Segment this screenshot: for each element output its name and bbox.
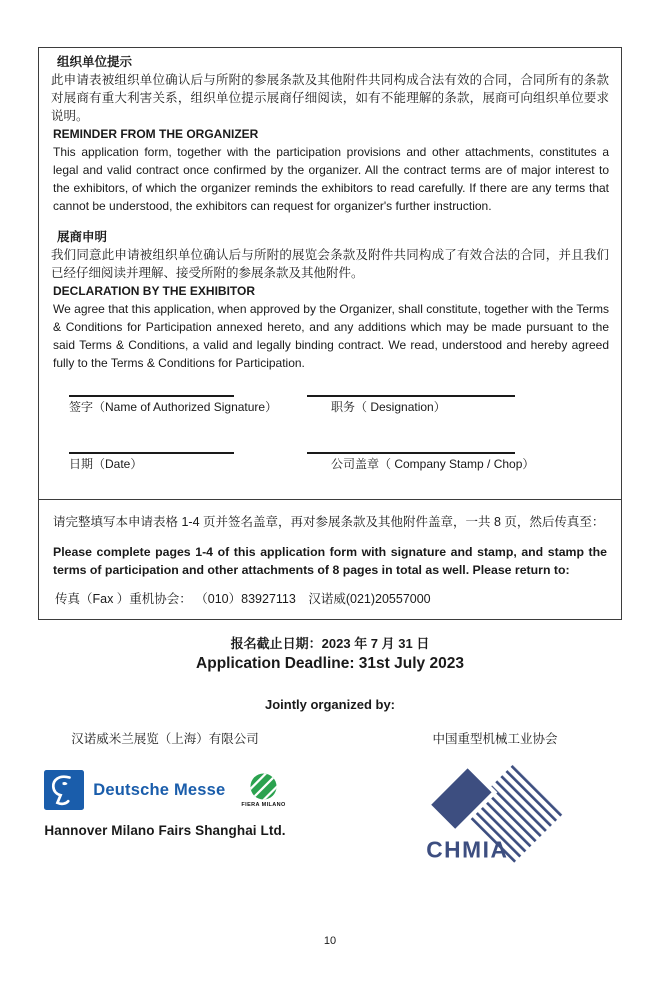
exhibitor-declaration-title-en: DECLARATION BY THE EXHIBITOR bbox=[53, 284, 256, 298]
hannover-milano-fairs-line: Hannover Milano Fairs Shanghai Ltd. bbox=[44, 823, 286, 838]
chmia-wordmark: CHMIA bbox=[426, 836, 509, 863]
organizer-left-column bbox=[0, 730, 330, 866]
designation-label: 职务（ Designation） bbox=[331, 400, 446, 414]
signature-name-label: 签字（Name of Authorized Signature） bbox=[69, 400, 278, 414]
application-deadline-cn: 报名截止日期：2023 年 7 月 31 日 bbox=[230, 636, 430, 651]
exhibitor-declaration-body-cn: 我们同意此申请被组织单位确认后与所附的展览会条款及附件共同构成了有效合法的合同，并且我们已经仔细阅读并理解、接受所附的参展条款及其他附件。 bbox=[51, 248, 609, 280]
date-label: 日期（Date） bbox=[69, 457, 143, 471]
organizer-reminder-body-en: This application form, together with the participation provisions and other attachments, constitutes a legal and valid contract once confirmed by the organizer. All the contract terms are of major interest to the exhibitors, of which the organizer reminds the exhibitors to read carefully. If there are any terms that cannot be understood, the exhibitors can request for organizer's further instruction. bbox=[53, 145, 609, 213]
organizer-left-name: 汉诺威米兰展览（上海）有限公司 bbox=[71, 732, 259, 746]
organizer-right-column bbox=[330, 730, 660, 866]
signature-row-2 bbox=[51, 452, 609, 473]
fiera-milano-logo-icon bbox=[249, 772, 278, 801]
form-page bbox=[0, 47, 660, 947]
chmia-logo bbox=[330, 758, 660, 866]
designation-field bbox=[307, 395, 515, 416]
organizer-reminder-body-cn: 此申请表被组织单位确认后与所附的参展条款及其他附件共同构成合法有效的合同，合同所有的条款对展商有重大利害关系，组织单位提示展商仔细阅读，如有不能理解的条款，展商可向组织单位要求说明。 bbox=[51, 73, 609, 123]
company-stamp-label: 公司盖章（ Company Stamp / Chop） bbox=[331, 457, 535, 471]
fax-numbers-line: 传真（Fax ）重机协会： （010）83927113 汉诺威(021)20557000 bbox=[55, 592, 431, 606]
exhibitor-declaration-title-cn: 展商申明 bbox=[57, 230, 108, 244]
organizer-right-name: 中国重型机械工业协会 bbox=[432, 732, 558, 746]
return-instruction-en: Please complete pages 1-4 of this application form with signature and stamp, and stamp the terms of participation and other attachments of 8 pages in total as well. Please return to: bbox=[53, 545, 607, 577]
signature-name-line bbox=[69, 395, 234, 397]
exhibitor-declaration-body-en: We agree that this application, when approved by the Organizer, shall constitute, together with the Terms & Conditions for Participation annexed hereto, and any additions which may be made pursuant to the said Terms & Conditions, a valid and legally binding contract. We read, understood and hereby agreed fully to the Terms & Conditions for Participation. bbox=[53, 302, 609, 370]
fiera-milano-wordmark: FIERA MILANO bbox=[241, 802, 286, 808]
fiera-milano-logo bbox=[241, 772, 285, 808]
application-deadline-en: Application Deadline: 31st July 2023 bbox=[196, 655, 464, 672]
organizer-reminder-title-en: REMINDER FROM THE ORGANIZER bbox=[53, 127, 259, 141]
page-number: 10 bbox=[323, 935, 337, 947]
deutsche-messe-wordmark: Deutsche Messe bbox=[93, 780, 226, 799]
date-field bbox=[69, 452, 307, 473]
deutsche-messe-logo-icon bbox=[44, 770, 84, 810]
return-instructions-box bbox=[38, 499, 622, 620]
signature-name-field bbox=[69, 395, 307, 416]
date-line bbox=[69, 452, 234, 454]
organizers-row bbox=[0, 730, 660, 866]
company-stamp-line bbox=[307, 452, 515, 454]
organizer-reminder-title-cn: 组织单位提示 bbox=[57, 55, 133, 69]
designation-line bbox=[307, 395, 515, 397]
chmia-logo-icon bbox=[420, 758, 570, 866]
deutsche-messe-fiera-logos bbox=[0, 770, 330, 810]
reminder-declaration-box bbox=[38, 47, 622, 500]
signature-row-1 bbox=[51, 395, 609, 416]
return-instruction-cn: 请完整填写本申请表格 1-4 页并签名盖章，再对参展条款及其他附件盖章，一共 8 页，然后传真至： bbox=[53, 515, 605, 529]
jointly-organized-heading: Jointly organized by: bbox=[264, 697, 395, 712]
company-stamp-field bbox=[307, 452, 534, 473]
